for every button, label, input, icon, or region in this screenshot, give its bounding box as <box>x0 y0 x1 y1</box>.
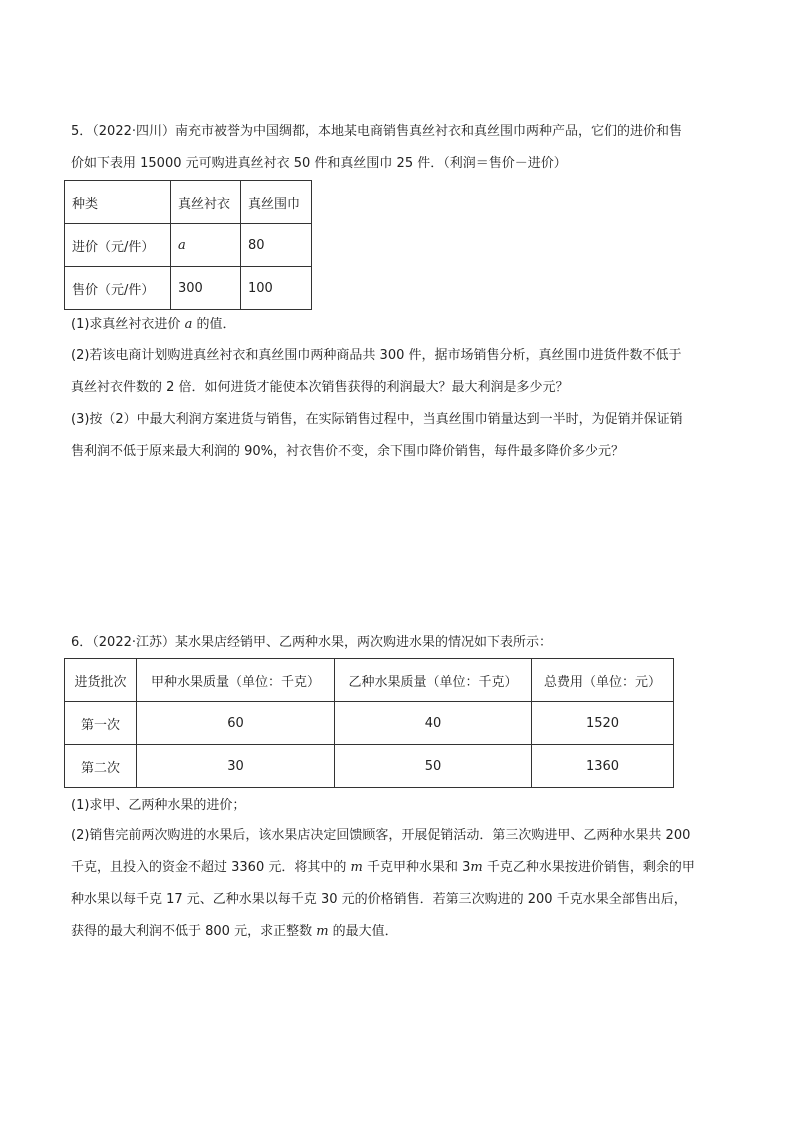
q6-batch-1-total: 1520 <box>532 702 674 745</box>
q5-table <box>64 180 312 310</box>
text: (1)求真丝衬衣进价 <box>71 317 185 332</box>
q6-part2-line2 <box>71 859 695 877</box>
q5-cost-shirt: a <box>171 224 241 267</box>
text: 的最大值． <box>328 924 398 939</box>
q6-part2-line1: (2)销售完前两次购进的水果后，该水果店决定回馈顾客，开展促销活动．第三次购进甲、乙两种水果共 200 <box>71 828 691 843</box>
text: 获得的最大利润不低于 800 元，求正整数 <box>71 924 317 939</box>
q6-part2-line4 <box>71 923 398 941</box>
q5-part2-line2: 真丝衬衣件数的 2 倍．如何进货才能使本次销售获得的利润最大？最大利润是多少元？ <box>71 380 569 395</box>
q6-table <box>64 658 674 788</box>
table-row <box>65 267 312 310</box>
q6-batch-1: 第一次 <box>65 702 137 745</box>
text: 千克甲种水果和 3 <box>362 860 471 875</box>
q6-batch-2-b: 50 <box>335 745 532 788</box>
q5-part1 <box>71 316 235 334</box>
q6-part1: (1)求甲、乙两种水果的进价； <box>71 798 246 813</box>
q6-batch-1-a: 60 <box>137 702 335 745</box>
q6-header-batch: 进货批次 <box>65 659 137 702</box>
q6-batch-2-total: 1360 <box>532 745 674 788</box>
q6-header-fruit-b: 乙种水果质量（单位：千克） <box>335 659 532 702</box>
q5-part2-line1: (2)若该电商计划购进真丝衬衣和真丝围巾两种商品共 300 件，据市场销售分析，真丝围巾进货件数不低于 <box>71 348 682 363</box>
q6-part2-line3: 种水果以每千克 17 元、乙种水果以每千克 30 元的价格销售．若第三次购进的 200 千克水果全部售出后， <box>71 892 687 907</box>
q5-cost-label: 进价（元/件） <box>65 224 171 267</box>
q6-batch-2: 第二次 <box>65 745 137 788</box>
q5-header-scarf: 真丝围巾 <box>241 181 312 224</box>
q6-header-total: 总费用（单位：元） <box>532 659 674 702</box>
table-row <box>65 745 674 788</box>
q5-header-type: 种类 <box>65 181 171 224</box>
variable-m: m <box>350 860 363 875</box>
table-row <box>65 659 674 702</box>
text: 的值． <box>192 317 236 332</box>
table-row <box>65 181 312 224</box>
q5-stem-line1: 5．（2022·四川）南充市被誉为中国绸都，本地某电商销售真丝衬衣和真丝围巾两种产品，它们的进价和售 <box>71 124 682 139</box>
q6-header-fruit-a: 甲种水果质量（单位：千克） <box>137 659 335 702</box>
q6-batch-2-a: 30 <box>137 745 335 788</box>
variable-m: m <box>470 860 483 875</box>
text: 千克，且投入的资金不超过 3360 元．将其中的 <box>71 860 351 875</box>
variable-m: m <box>316 924 329 939</box>
q5-part3-line2: 售利润不低于原来最大利润的 90%，衬衣售价不变，余下围巾降价销售，每件最多降价多少元？ <box>71 444 625 459</box>
q5-price-label: 售价（元/件） <box>65 267 171 310</box>
q5-part3-line1: (3)按（2）中最大利润方案进货与销售，在实际销售过程中，当真丝围巾销量达到一半时，为促销并保证销 <box>71 412 683 427</box>
q5-price-shirt: 300 <box>171 267 241 310</box>
q5-stem-line2: 价如下表用 15000 元可购进真丝衬衣 50 件和真丝围巾 25 件．（利润＝售价－进价） <box>71 156 567 171</box>
q5-cost-scarf: 80 <box>241 224 312 267</box>
text: 千克乙种水果按进价销售，剩余的甲 <box>482 860 695 875</box>
q6-stem: 6．（2022·江苏）某水果店经销甲、乙两种水果，两次购进水果的情况如下表所示： <box>71 635 552 650</box>
q5-header-shirt: 真丝衬衣 <box>171 181 241 224</box>
q6-batch-1-b: 40 <box>335 702 532 745</box>
q5-price-scarf: 100 <box>241 267 312 310</box>
table-row <box>65 224 312 267</box>
table-row <box>65 702 674 745</box>
variable-a: a <box>184 317 193 332</box>
